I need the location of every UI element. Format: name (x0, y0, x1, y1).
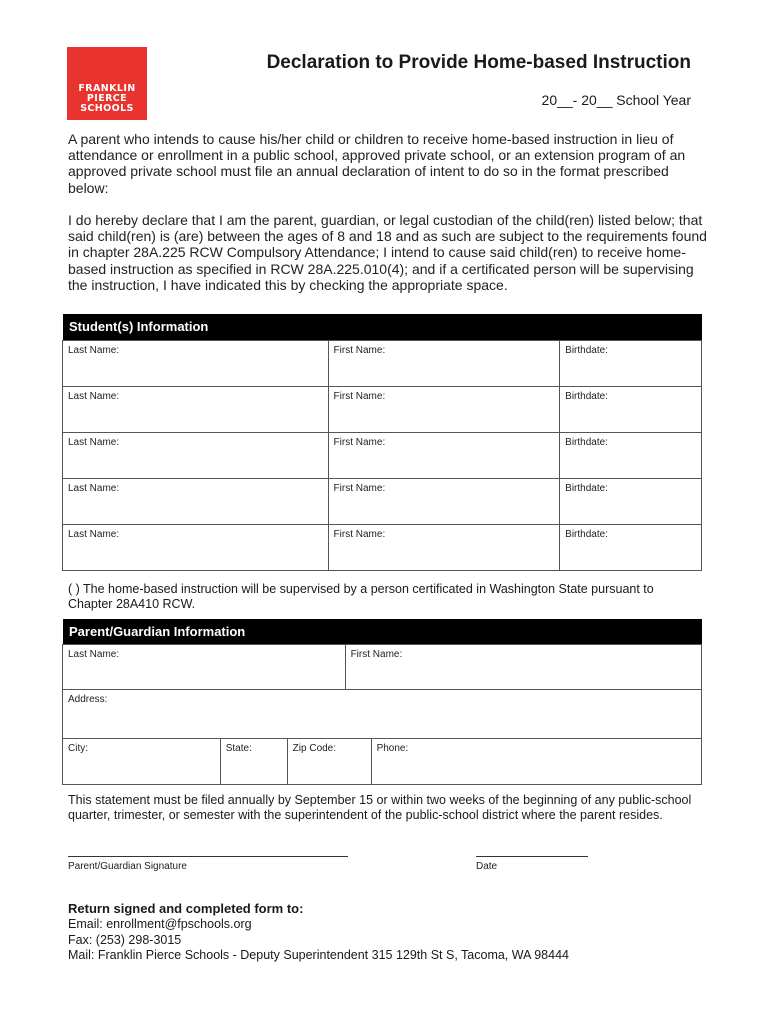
student-birthdate-field[interactable]: Birthdate: (560, 479, 702, 525)
date-line[interactable] (476, 856, 588, 857)
students-table (62, 340, 702, 571)
student-first-name-field[interactable]: First Name: (328, 433, 560, 479)
student-row (63, 433, 702, 479)
student-birthdate-field[interactable]: Birthdate: (560, 341, 702, 387)
student-first-name-field[interactable]: First Name: (328, 479, 560, 525)
parent-city-field[interactable]: City: (63, 739, 221, 785)
student-first-name-field[interactable]: First Name: (328, 525, 560, 571)
return-fax: Fax: (253) 298-3015 (68, 933, 182, 947)
parent-location-table (62, 738, 702, 785)
student-row (63, 387, 702, 433)
student-last-name-field[interactable]: Last Name: (63, 387, 329, 433)
logo-line: FRANKLIN (78, 83, 136, 94)
date-label: Date (476, 861, 498, 872)
parent-phone-field[interactable]: Phone: (371, 739, 701, 785)
student-last-name-field[interactable]: Last Name: (63, 341, 329, 387)
declaration-paragraph: I do hereby declare that I am the parent, guardian, or legal custodian of the child(ren) listed below; that said child(ren) is (are) between the ages of 8 and 18 and as such are subject to the requirements found in chapter 28A.225 RCW Compulsory Attendance; I intend to cause said child(ren) to receive home-based instruction as specified in RCW 28A.225.010(4); and if a certificated person will be supervising the instruction, I have indicated this by checking the appropriate space. (68, 212, 707, 293)
intro-paragraph: A parent who intends to cause his/her child or children to receive home-based instruction in lieu of attendance or enrollment in a public school, approved private school, or an extension program of an approved private school must file an annual declaration of intent to do so in the format prescribed below: (68, 131, 686, 196)
signature-line[interactable] (68, 856, 348, 857)
return-email: Email: enrollment@fpschools.org (68, 917, 252, 931)
parent-state-field[interactable]: State: (220, 739, 287, 785)
return-mail-address: Mail: Franklin Pierce Schools - Deputy Superintendent 315 129th St S, Tacoma, WA 98444 (68, 948, 569, 962)
parent-name-table (62, 644, 702, 690)
student-row (63, 525, 702, 571)
page-title: Declaration to Provide Home-based Instruction (266, 52, 691, 73)
student-last-name-field[interactable]: Last Name: (63, 433, 329, 479)
signature-label: Parent/Guardian Signature (68, 861, 187, 872)
student-birthdate-field[interactable]: Birthdate: (560, 525, 702, 571)
certificated-supervision-checkbox[interactable]: ( ) The home-based instruction will be supervised by a person certificated in Washington State pursuant to Chapter 28A410 RCW. (68, 582, 654, 611)
school-year[interactable]: 20__- 20__ School Year (541, 92, 691, 108)
student-row (63, 341, 702, 387)
parent-zip-code-field[interactable]: Zip Code: (287, 739, 371, 785)
student-last-name-field[interactable]: Last Name: (63, 525, 329, 571)
student-first-name-field[interactable]: First Name: (328, 387, 560, 433)
parent-address-field[interactable]: Address: (63, 690, 702, 739)
student-birthdate-field[interactable]: Birthdate: (560, 433, 702, 479)
students-section-heading: Student(s) Information (63, 314, 702, 340)
franklin-pierce-logo (67, 47, 147, 120)
student-last-name-field[interactable]: Last Name: (63, 479, 329, 525)
logo-line: SCHOOLS (80, 103, 134, 114)
student-row (63, 479, 702, 525)
student-first-name-field[interactable]: First Name: (328, 341, 560, 387)
parent-address-table (62, 689, 702, 739)
student-birthdate-field[interactable]: Birthdate: (560, 387, 702, 433)
parent-first-name-field[interactable]: First Name: (345, 645, 701, 690)
parent-last-name-field[interactable]: Last Name: (63, 645, 346, 690)
logo-line: PIERCE (86, 93, 128, 104)
filing-deadline-note: This statement must be filed annually by September 15 or within two weeks of the beginning of any public-school quarter, trimester, or semester with the superintendent of the public-school district where the parent resides. (68, 793, 692, 822)
return-heading: Return signed and completed form to: (68, 901, 304, 916)
parent-section-heading: Parent/Guardian Information (63, 619, 702, 645)
